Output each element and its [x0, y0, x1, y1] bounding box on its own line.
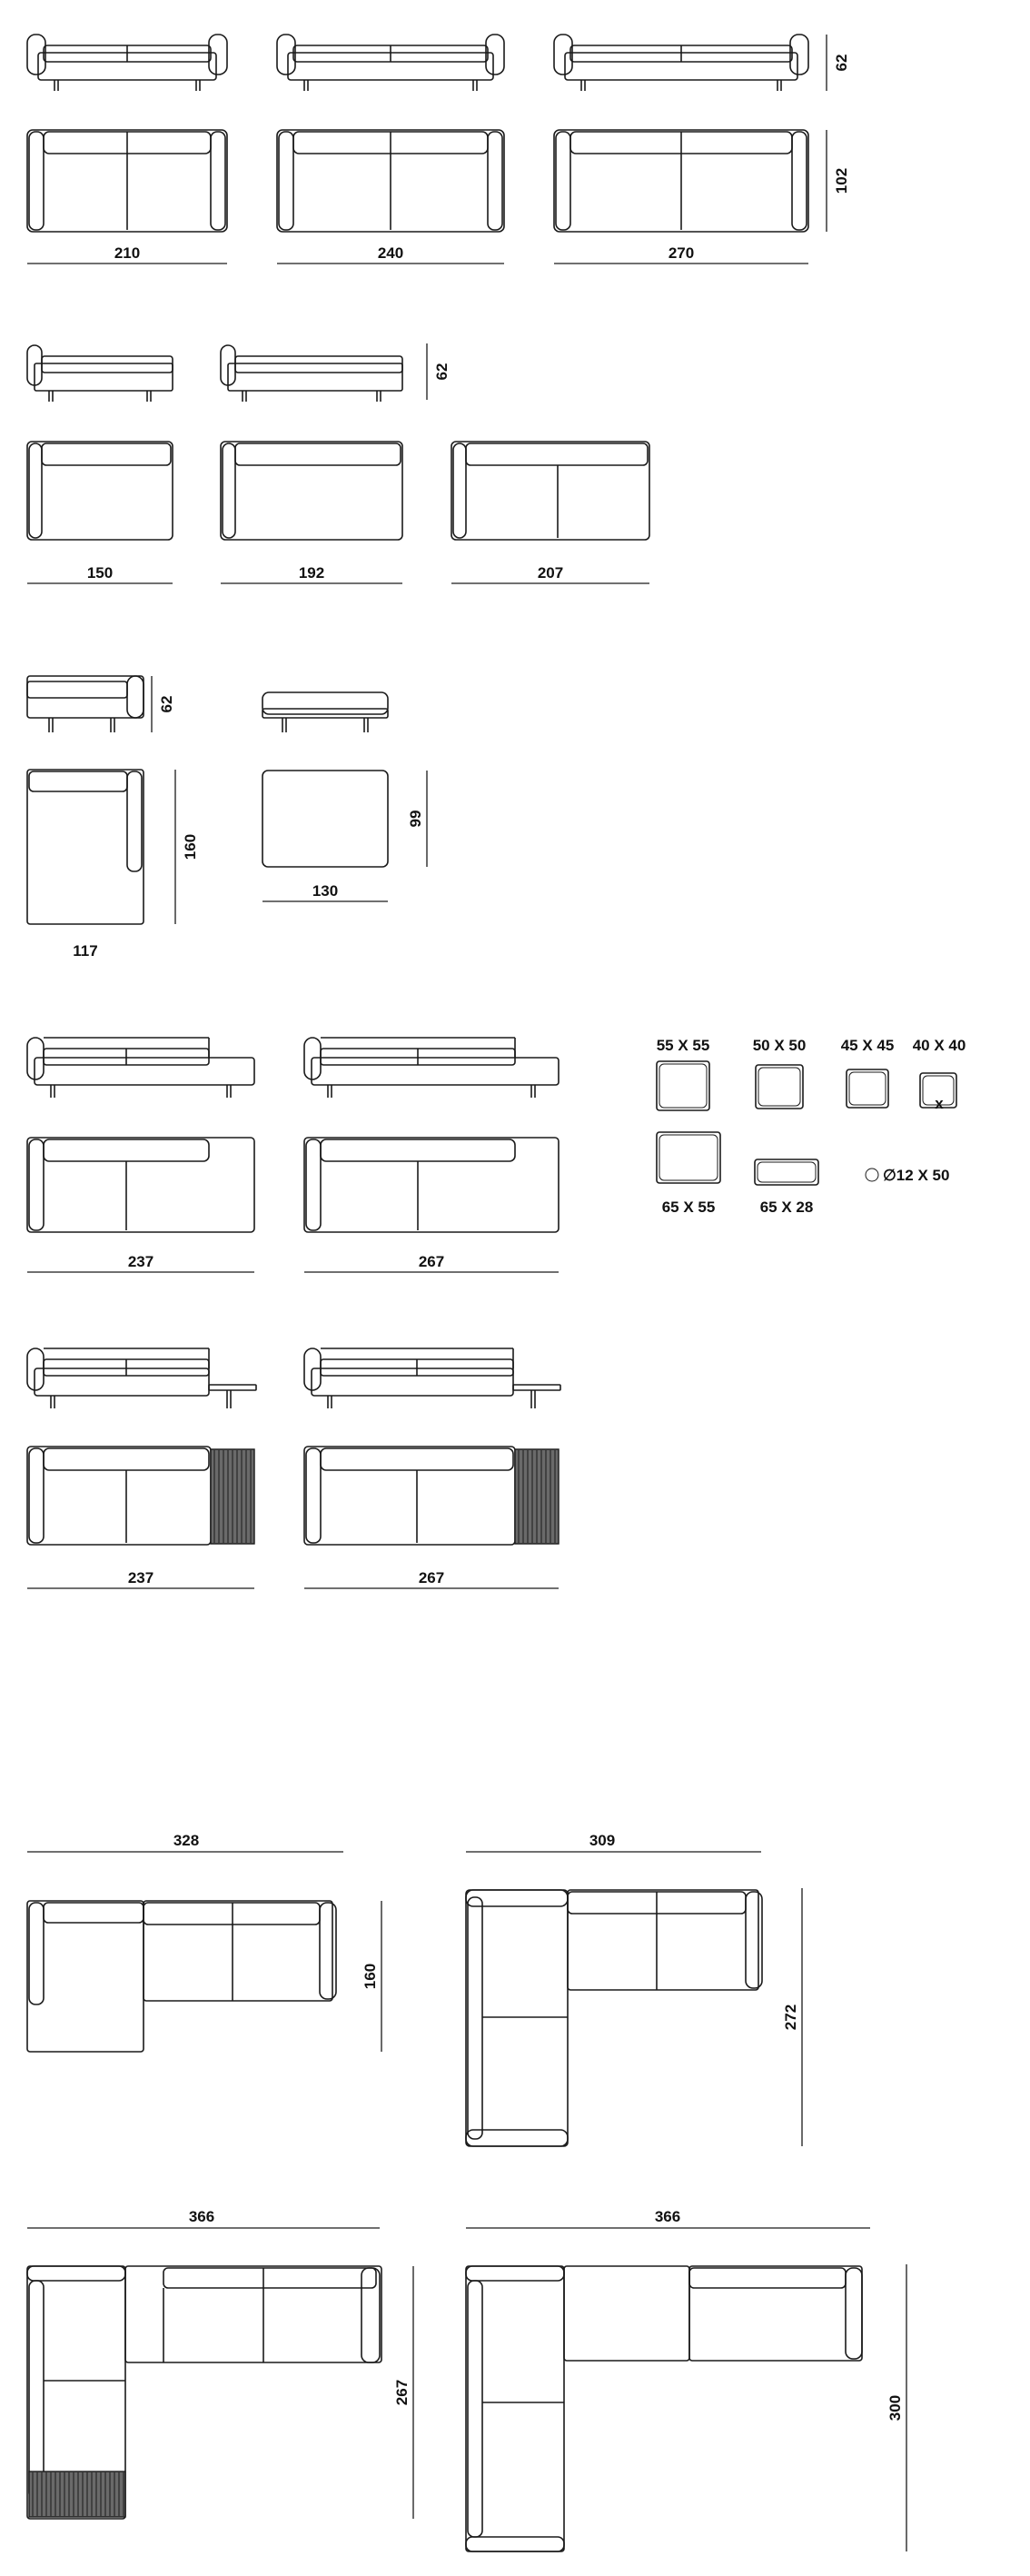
cushion-mark: x: [935, 1095, 944, 1112]
backrest: [29, 771, 127, 791]
dimension-label: 240: [377, 244, 404, 262]
cushion-45x45: [841, 1037, 895, 1108]
chaise-back: [44, 1903, 144, 1923]
left-arm: [556, 132, 570, 230]
pillow-seam: [758, 1162, 816, 1182]
backrest: [321, 1139, 515, 1161]
pillow-seam: [659, 1064, 707, 1108]
module-body: [221, 442, 402, 540]
bottom-arm: [466, 2537, 564, 2551]
dimension-label: 130: [312, 882, 339, 900]
right-arm: [792, 132, 807, 230]
left-backrest: [29, 2281, 44, 2499]
module-207: [451, 442, 649, 583]
pouf-top: [262, 771, 388, 867]
right-arm: [746, 1892, 762, 1988]
seat-cushion: [235, 356, 402, 373]
dimension-label: 300: [886, 2394, 904, 2422]
seat-base: [35, 363, 173, 391]
arm: [306, 1448, 321, 1543]
module-body: [304, 1138, 559, 1232]
seat-base: [35, 1058, 254, 1085]
composition-309: [466, 1832, 802, 2146]
right-backrest: [689, 2268, 846, 2288]
arm: [453, 443, 466, 538]
seat-cushion: [27, 681, 127, 698]
side-table-top: [209, 1385, 256, 1390]
left-arm: [279, 132, 293, 230]
seat-base: [312, 1058, 559, 1085]
side-table-top: [513, 1385, 560, 1390]
pillow-seam: [849, 1072, 886, 1105]
table-module-267: [304, 1348, 560, 1588]
module-body: [27, 1138, 254, 1232]
chaise-row: [27, 343, 649, 583]
dimension-label: 160: [361, 1963, 379, 1990]
table-module-237: [27, 1348, 256, 1588]
dimension-label: 150: [86, 564, 114, 582]
left-arm: [554, 35, 572, 75]
backrest: [44, 1448, 209, 1470]
module-body: [304, 1447, 515, 1545]
bolster-size-label: ∅12 X 50: [883, 1167, 950, 1184]
right-arm: [361, 2268, 380, 2362]
left-arm: [29, 132, 44, 230]
module-150: [27, 345, 173, 583]
cushion-size-label: 45 X 45: [840, 1037, 895, 1054]
width-label: 117: [73, 942, 98, 960]
sofa-back: [144, 1903, 320, 1925]
pillow-outline: [847, 1069, 888, 1108]
corner-and-pouf-row: [27, 676, 427, 960]
pouf-base: [262, 709, 388, 718]
dimension-label: 102: [833, 167, 850, 194]
arm: [29, 1139, 44, 1230]
module-192: [221, 345, 402, 583]
dimension-label: 267: [418, 1253, 445, 1270]
backrest: [466, 443, 648, 465]
dimension-label: 366: [188, 2208, 215, 2225]
pillow-seam: [758, 1068, 800, 1106]
terminal-267: [304, 1038, 559, 1272]
cushion-50x50: [753, 1037, 807, 1109]
backrest: [321, 1448, 513, 1470]
right-arm: [790, 35, 808, 75]
sofa-height-and-depth: [827, 35, 850, 232]
cushion-55x55: [657, 1037, 710, 1110]
cushion-size-label: 40 X 40: [912, 1037, 966, 1054]
composition-328: [27, 1832, 381, 2052]
left-backrest: [468, 1897, 482, 2139]
dimension-label: 210: [114, 244, 141, 262]
pouf-module: [262, 692, 427, 901]
dimension-label: 62: [833, 54, 850, 72]
right-run-body: [689, 2266, 862, 2361]
dimension-label: 62: [158, 695, 175, 713]
chaise-body: [27, 1901, 144, 2052]
left-column-body: [466, 2266, 564, 2551]
pillow-outline: [657, 1132, 720, 1183]
dimension-label: 237: [127, 1569, 154, 1586]
seat-base: [35, 1368, 209, 1396]
cushion-size-label: 50 X 50: [752, 1037, 807, 1054]
sofa-210: [27, 35, 227, 264]
cushion-size-label: 65 X 28: [759, 1198, 814, 1216]
left-arm: [29, 1903, 44, 2004]
bolster-icon: [866, 1169, 878, 1181]
terminal-237: [27, 1038, 254, 1272]
arm: [223, 443, 235, 538]
sofa-body: [144, 1901, 332, 2001]
dimension-label: 309: [589, 1832, 616, 1849]
dimension-label: 207: [537, 564, 564, 582]
bolster: [866, 1167, 949, 1184]
dimension-label: 366: [654, 2208, 681, 2225]
cushion-65x55: [657, 1132, 720, 1216]
left-arm: [277, 35, 295, 75]
right-arm: [211, 132, 225, 230]
dimension-label: 62: [433, 363, 451, 381]
dimension-label: 267: [418, 1569, 445, 1586]
cushion-65x28: [755, 1159, 818, 1216]
side-table-row: [27, 1348, 560, 1588]
module-body: [27, 1447, 211, 1545]
backrest: [235, 443, 401, 465]
seat-base: [312, 1368, 513, 1396]
dimension-label: 237: [127, 1253, 154, 1270]
top-arm: [466, 2266, 564, 2281]
sofa-270: [554, 35, 808, 264]
dimension-label: 328: [173, 1832, 200, 1849]
bottom-arm: [466, 2130, 568, 2146]
pillow-outline: [657, 1061, 709, 1110]
top-arm: [466, 1890, 568, 1906]
pillow-outline: [755, 1159, 818, 1185]
dimension-label: 267: [393, 2379, 411, 2406]
arm: [306, 1139, 321, 1230]
seat-cushion: [42, 356, 173, 373]
pillow-seam: [659, 1135, 718, 1180]
backrest: [44, 1139, 209, 1161]
sofa-row: [27, 35, 850, 264]
right-arm: [488, 132, 502, 230]
pouf-cushion: [262, 692, 388, 714]
cushion-size-label: 65 X 55: [661, 1198, 716, 1216]
dimension-label: 99: [407, 810, 424, 828]
composition-366-b: [466, 2208, 906, 2551]
composition-366-a: [27, 2208, 413, 2519]
dimension-label: 192: [298, 564, 325, 582]
sofa-240: [277, 35, 504, 264]
arm: [29, 1448, 44, 1543]
left-column-body: [466, 1890, 568, 2146]
top-run-body: [568, 1890, 758, 1990]
left-backrest: [468, 2281, 482, 2537]
module-body: [451, 442, 649, 540]
terminal-row: [27, 1038, 559, 1272]
right-arm: [209, 35, 227, 75]
corner-module: [27, 676, 199, 960]
left-arm: [27, 35, 45, 75]
cushion-size-label: 55 X 55: [656, 1037, 710, 1054]
right-arm: [486, 35, 504, 75]
right-arm: [846, 2268, 862, 2359]
dimension-label: 160: [182, 833, 199, 860]
pillow-outline: [756, 1065, 803, 1109]
top-arm: [27, 2266, 125, 2281]
dimension-label: 272: [782, 2004, 799, 2031]
module-body: [27, 442, 173, 540]
tray-surface: [29, 2472, 125, 2517]
module-body: [27, 770, 144, 924]
side-arm: [127, 771, 142, 871]
dimension-label: 270: [668, 244, 695, 262]
backrest: [42, 443, 171, 465]
arm: [29, 443, 42, 538]
arm: [127, 676, 144, 718]
chaise-height: [427, 343, 451, 400]
cushion-40x40: [913, 1037, 966, 1112]
top-backrest: [163, 2268, 376, 2288]
cushions-panel: [657, 1037, 966, 1216]
middle-seat: [564, 2266, 689, 2361]
seat-base: [228, 363, 402, 391]
right-arm: [320, 1903, 336, 1999]
